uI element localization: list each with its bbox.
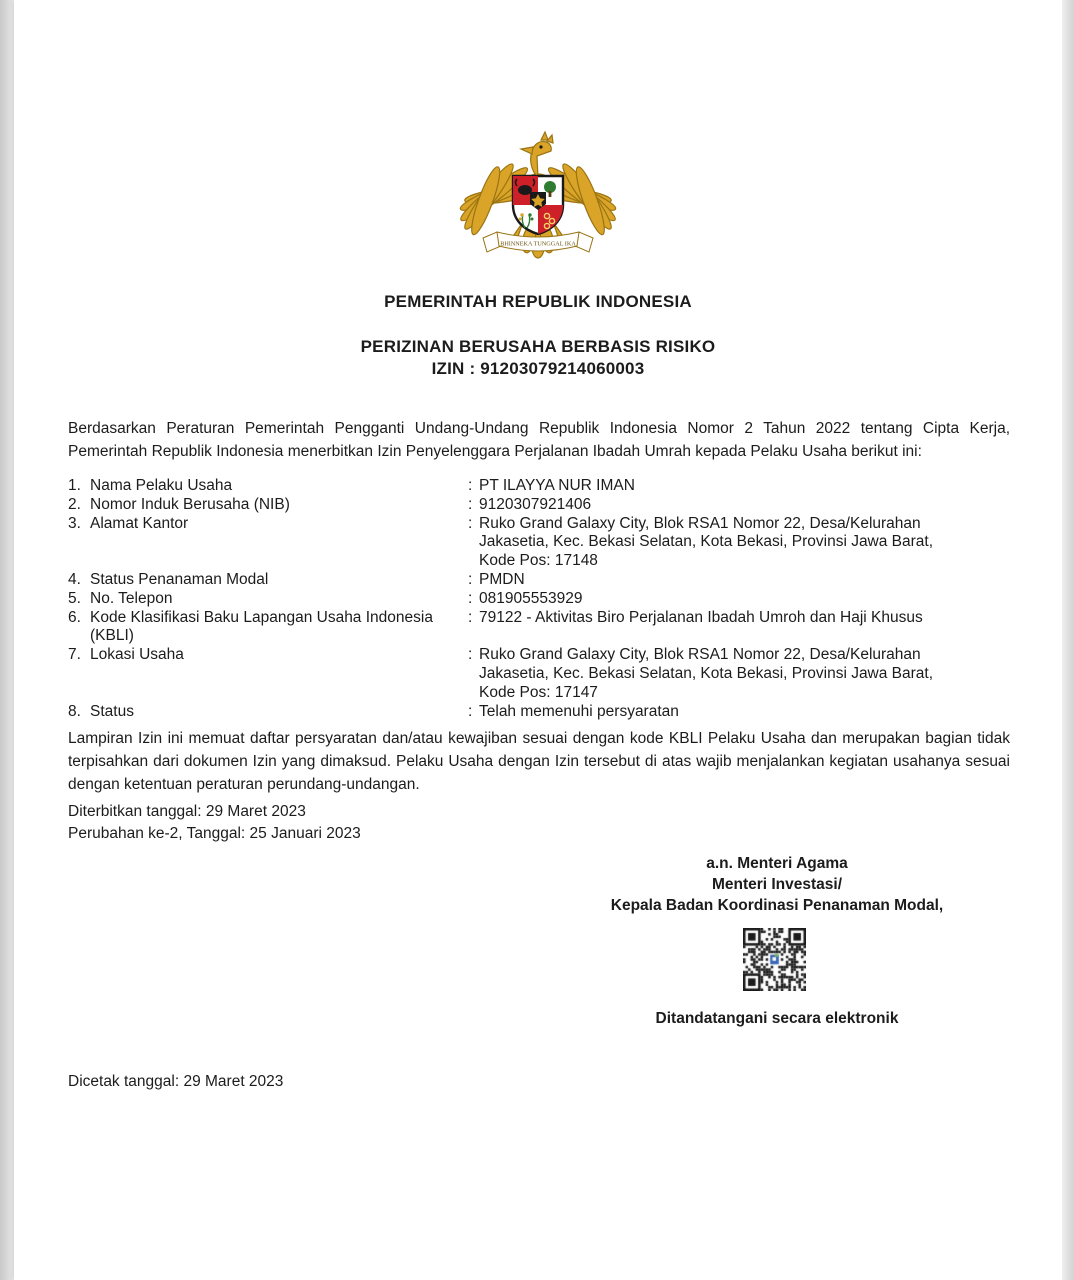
field-number: 5.: [68, 589, 81, 607]
field-colon: :: [468, 570, 473, 588]
field-colon: :: [468, 495, 473, 513]
qr-signature-code: [743, 928, 806, 991]
izin-number-line: IZIN : 91203079214060003: [431, 359, 645, 378]
field-value: 081905553929: [479, 589, 583, 607]
field-colon: :: [468, 477, 473, 494]
field-label: Alamat Kantor: [90, 514, 189, 532]
dates-block: [68, 801, 361, 845]
field-value: Ruko Grand Galaxy City, Blok RSA1 Nomor 22, Desa/Kelurahan Jakasetia, Kec. Bekasi Selatan, Kota Bekasi, Provinsi Jawa Barat, Kode Pos: 17148: [479, 514, 934, 570]
field-colon: :: [468, 702, 473, 720]
field-label: No. Telepon: [90, 589, 173, 607]
qr-code-canvas: [743, 928, 806, 991]
field-number: 7.: [68, 646, 81, 664]
field-row: [68, 477, 1018, 496]
field-row: [68, 515, 1018, 571]
field-value: 79122 - Aktivitas Biro Perjalanan Ibadah Umroh dan Haji Khusus: [479, 608, 923, 626]
field-colon: :: [468, 608, 473, 626]
garuda-pancasila-emblem: [453, 118, 623, 270]
electronic-signature-note: Ditandatangani secara elektronik: [655, 1010, 899, 1027]
field-number: 4.: [68, 570, 81, 588]
field-colon: :: [468, 646, 473, 664]
field-value: PMDN: [479, 570, 525, 588]
printed-date-line: Dicetak tanggal: 29 Maret 2023: [68, 1073, 284, 1090]
fields-list: [68, 477, 1018, 721]
field-value: 9120307921406: [479, 495, 592, 513]
signature-line-2: Menteri Investasi/: [711, 876, 843, 893]
field-label: Nomor Induk Berusaha (NIB): [90, 495, 290, 513]
signature-line-1: a.n. Menteri Agama: [706, 855, 848, 872]
emblem-ribbon-text: BHINNEKA TUNGGAL IKA: [500, 240, 576, 248]
field-number: 3.: [68, 514, 81, 532]
field-colon: :: [468, 514, 473, 532]
document-title-block: [14, 336, 1062, 380]
closing-paragraph: Lampiran Izin ini memuat daftar persyaratan dan/atau kewajiban sesuai dengan kode KBLI Pelaku Usaha dan merupakan bagian tidak terpisahkan dari dokumen Izin yang dimaksud. Pelaku Usaha dengan Izin tersebut di atas wajib menjalankan kegiatan usahanya sesuai dengan ketentuan peraturan perundang-undangan.: [68, 730, 1010, 793]
field-number: 8.: [68, 702, 81, 720]
government-title: PEMERINTAH REPUBLIK INDONESIA: [384, 292, 692, 311]
document-type-title: PERIZINAN BERUSAHA BERBASIS RISIKO: [360, 337, 716, 356]
field-label: Status Penanaman Modal: [90, 570, 269, 588]
field-row: [68, 571, 1018, 590]
issued-date-line: Diterbitkan tanggal: 29 Maret 2023: [68, 803, 306, 820]
garuda-emblem-graphic: [453, 118, 623, 270]
field-label: Nama Pelaku Usaha: [90, 477, 233, 494]
signature-line-3: Kepala Badan Koordinasi Penanaman Modal,: [610, 897, 944, 914]
field-row: [68, 496, 1018, 515]
field-row: [68, 590, 1018, 609]
field-value: Ruko Grand Galaxy City, Blok RSA1 Nomor 22, Desa/Kelurahan Jakasetia, Kec. Bekasi Selatan, Kota Bekasi, Provinsi Jawa Barat, Kode Pos: 17147: [479, 646, 934, 701]
document-page: [14, 0, 1062, 1280]
field-number: 1.: [68, 477, 81, 494]
field-number: 6.: [68, 608, 81, 626]
field-colon: :: [468, 589, 473, 607]
intro-paragraph: Berdasarkan Peraturan Pemerintah Pengganti Undang-Undang Republik Indonesia Nomor 2 Tahun 2022 tentang Cipta Kerja, Pemerintah Republik Indonesia menerbitkan Izin Penyelenggara Perjalanan Ibadah Umrah kepada Pelaku Usaha berikut ini:: [68, 420, 1010, 460]
photo-edge-shadow: [1062, 0, 1074, 1280]
signature-block: [547, 853, 1007, 916]
field-value: PT ILAYYA NUR IMAN: [479, 477, 635, 494]
field-label: Status: [90, 702, 134, 720]
field-label: Kode Klasifikasi Baku Lapangan Usaha Indonesia (KBLI): [90, 608, 433, 645]
field-row: [68, 703, 1018, 722]
field-value: Telah memenuhi persyaratan: [479, 702, 679, 720]
field-row: [68, 609, 1018, 647]
field-row: [68, 646, 1018, 702]
revision-date-line: Perubahan ke-2, Tanggal: 25 Januari 2023: [68, 825, 361, 842]
field-label: Lokasi Usaha: [90, 646, 184, 664]
field-number: 2.: [68, 495, 81, 513]
